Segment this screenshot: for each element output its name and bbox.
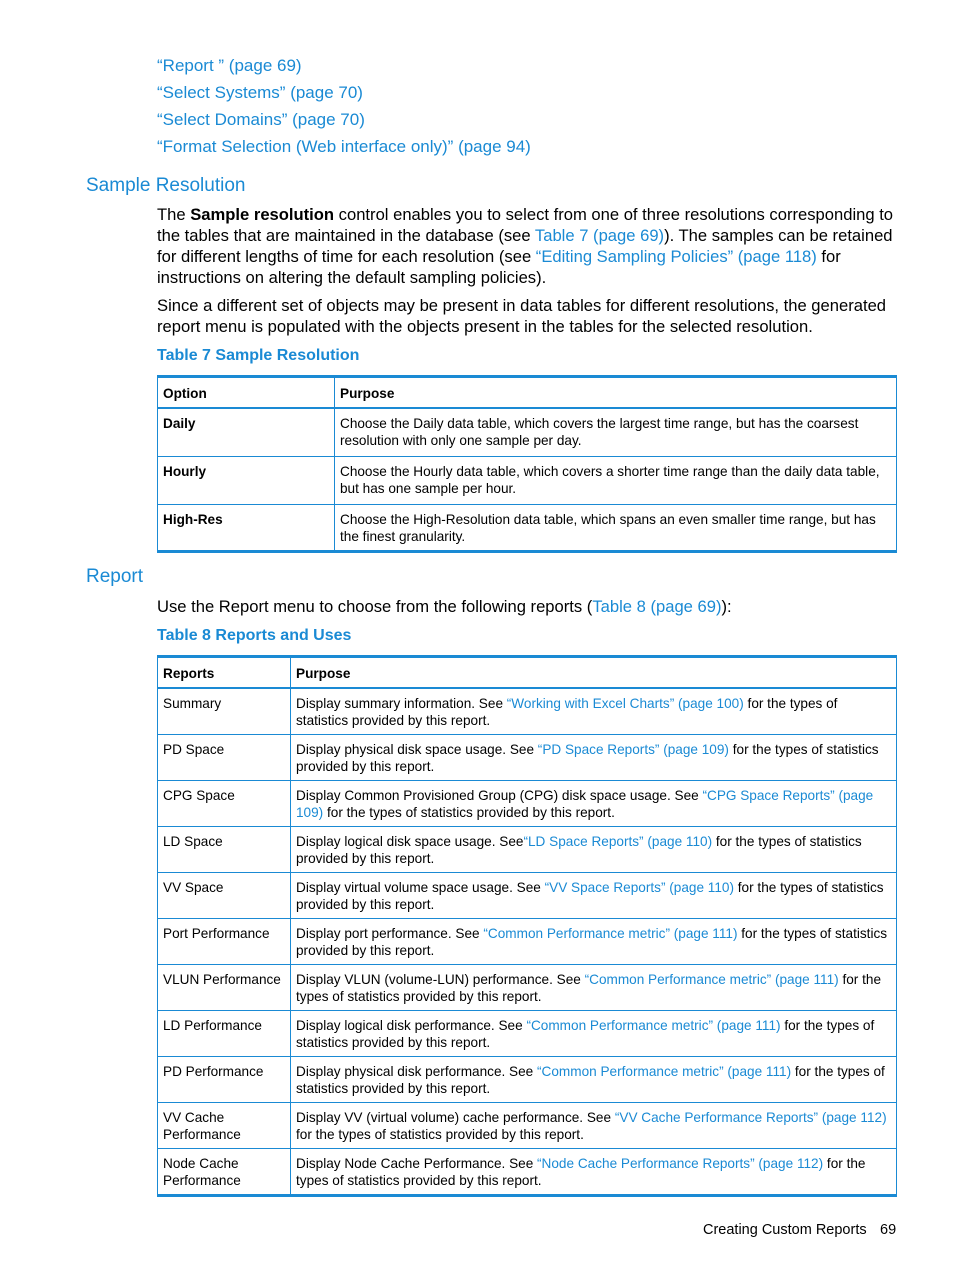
table-7-caption: Table 7 Sample Resolution xyxy=(157,347,360,364)
sample-resolution-paragraph-2: Since a different set of objects may be present in data tables for different resolutions, the generated report menu is populated with the objects present in the tables for the selected resolution. xyxy=(157,296,887,336)
report-purpose-cell: Display logical disk performance. See “Common Performance metric” (page 111) for the types of statistics provided by this report. xyxy=(291,1011,897,1057)
footer-section-title: Creating Custom Reports xyxy=(703,1222,867,1238)
report-name-cell: VV Space xyxy=(158,873,291,919)
option-cell: High-Res xyxy=(158,505,335,552)
purpose-cell: Choose the High-Resolution data table, which spans an even smaller time range, but has the finest granularity. xyxy=(335,505,897,552)
report-reference-link[interactable]: “Common Performance metric” (page 111) xyxy=(483,926,738,941)
report-purpose-cell: Display logical disk space usage. See“LD Space Reports” (page 110) for the types of statistics provided by this report. xyxy=(291,827,897,873)
report-reference-link[interactable]: “CPG Space Reports” (page 109) xyxy=(296,788,874,820)
report-reference-link[interactable]: “Common Performance metric” (page 111) xyxy=(537,1064,792,1079)
link-select-systems[interactable]: “Select Systems” (page 70) xyxy=(157,83,363,102)
report-name-cell: Port Performance xyxy=(158,919,291,965)
report-purpose-cell: Display physical disk performance. See “Common Performance metric” (page 111) for the types of statistics provided by this report. xyxy=(291,1057,897,1103)
report-reference-link[interactable]: “Working with Excel Charts” (page 100) xyxy=(506,696,744,711)
report-reference-link[interactable]: “PD Space Reports” (page 109) xyxy=(537,742,729,757)
reports-table-body xyxy=(158,688,897,1196)
table-row xyxy=(158,781,897,827)
option-cell: Hourly xyxy=(158,457,335,505)
reports-table xyxy=(157,655,897,1197)
report-name-cell: LD Space xyxy=(158,827,291,873)
report-purpose-cell: Display VLUN (volume-LUN) performance. See “Common Performance metric” (page 111) for the types of statistics provided by this report. xyxy=(291,965,897,1011)
table-8-caption: Table 8 Reports and Uses xyxy=(157,627,352,644)
link-table-8[interactable]: Table 8 (page 69) xyxy=(592,597,722,616)
report-name-cell: Summary xyxy=(158,688,291,735)
report-purpose-cell: Display VV (virtual volume) cache performance. See “VV Cache Performance Reports” (page 112) for the types of statistics provided by this report. xyxy=(291,1103,897,1149)
sample-resolution-table xyxy=(157,375,897,553)
report-name-cell: VLUN Performance xyxy=(158,965,291,1011)
report-reference-link[interactable]: “Node Cache Performance Reports” (page 112) xyxy=(537,1156,824,1171)
table-row xyxy=(158,1103,897,1149)
report-name-cell: Node Cache Performance xyxy=(158,1149,291,1196)
page-number: 69 xyxy=(880,1222,897,1238)
table-row xyxy=(158,1057,897,1103)
sample-resolution-paragraph: The Sample resolution control enables you to select from one of three resolutions corresponding to the tables that are maintained in the database (see Table 7 (page 69)). The samples can be retained for different lengths of time for each resolution (see “Editing Sampling Policies” (page 118) for instructions on altering the default sampling policies). xyxy=(157,205,894,287)
report-purpose-cell: Display Common Provisioned Group (CPG) disk space usage. See “CPG Space Reports” (page 109) for the types of statistics provided by this report. xyxy=(291,781,897,827)
option-cell: Daily xyxy=(158,408,335,457)
report-intro: Use the Report menu to choose from the following reports (Table 8 (page 69)): xyxy=(157,597,732,616)
report-name-cell: LD Performance xyxy=(158,1011,291,1057)
table-row xyxy=(158,827,897,873)
related-links xyxy=(157,54,531,162)
column-header-purpose: Purpose xyxy=(291,657,897,689)
report-reference-link[interactable]: “VV Cache Performance Reports” (page 112) xyxy=(614,1110,887,1125)
sample-resolution-heading: Sample Resolution xyxy=(86,175,246,196)
table-row xyxy=(158,735,897,781)
column-header-option: Option xyxy=(158,377,335,409)
report-purpose-cell: Display physical disk space usage. See “PD Space Reports” (page 109) for the types of statistics provided by this report. xyxy=(291,735,897,781)
table-row xyxy=(158,688,897,735)
table-row xyxy=(158,965,897,1011)
report-purpose-cell: Display virtual volume space usage. See “VV Space Reports” (page 110) for the types of statistics provided by this report. xyxy=(291,873,897,919)
report-name-cell: PD Space xyxy=(158,735,291,781)
report-name-cell: VV Cache Performance xyxy=(158,1103,291,1149)
purpose-cell: Choose the Hourly data table, which covers a shorter time range than the daily data table, but has one sample per hour. xyxy=(335,457,897,505)
table-row xyxy=(158,919,897,965)
report-reference-link[interactable]: “LD Space Reports” (page 110) xyxy=(523,834,713,849)
link-select-domains[interactable]: “Select Domains” (page 70) xyxy=(157,110,365,129)
link-report[interactable]: “Report ” (page 69) xyxy=(157,56,302,75)
table-row xyxy=(158,1149,897,1196)
link-table-7[interactable]: Table 7 (page 69) xyxy=(534,226,665,245)
column-header-purpose: Purpose xyxy=(335,377,897,409)
sample-resolution-term: Sample resolution xyxy=(190,205,335,224)
table-row xyxy=(158,873,897,919)
report-reference-link[interactable]: “VV Space Reports” (page 110) xyxy=(544,880,734,895)
report-heading: Report xyxy=(86,566,144,587)
table-header-row xyxy=(158,377,897,409)
purpose-cell: Choose the Daily data table, which covers the largest time range, but has the coarsest resolution with only one sample per day. xyxy=(335,408,897,457)
report-name-cell: PD Performance xyxy=(158,1057,291,1103)
link-format-selection[interactable]: “Format Selection (Web interface only)” (page 94) xyxy=(157,137,531,156)
report-reference-link[interactable]: “Common Performance metric” (page 111) xyxy=(584,972,839,987)
report-name-cell: CPG Space xyxy=(158,781,291,827)
report-purpose-cell: Display port performance. See “Common Performance metric” (page 111) for the types of statistics provided by this report. xyxy=(291,919,897,965)
table-row xyxy=(158,408,897,457)
column-header-reports: Reports xyxy=(158,657,291,689)
table-row xyxy=(158,1011,897,1057)
report-reference-link[interactable]: “Common Performance metric” (page 111) xyxy=(526,1018,781,1033)
report-purpose-cell: Display summary information. See “Working with Excel Charts” (page 100) for the types of statistics provided by this report. xyxy=(291,688,897,735)
table-row xyxy=(158,457,897,505)
report-purpose-cell: Display Node Cache Performance. See “Node Cache Performance Reports” (page 112) for the types of statistics provided by this report. xyxy=(291,1149,897,1196)
link-editing-sampling-policies[interactable]: “Editing Sampling Policies” (page 118) xyxy=(535,247,817,266)
table-row xyxy=(158,505,897,552)
table-header-row xyxy=(158,657,897,689)
